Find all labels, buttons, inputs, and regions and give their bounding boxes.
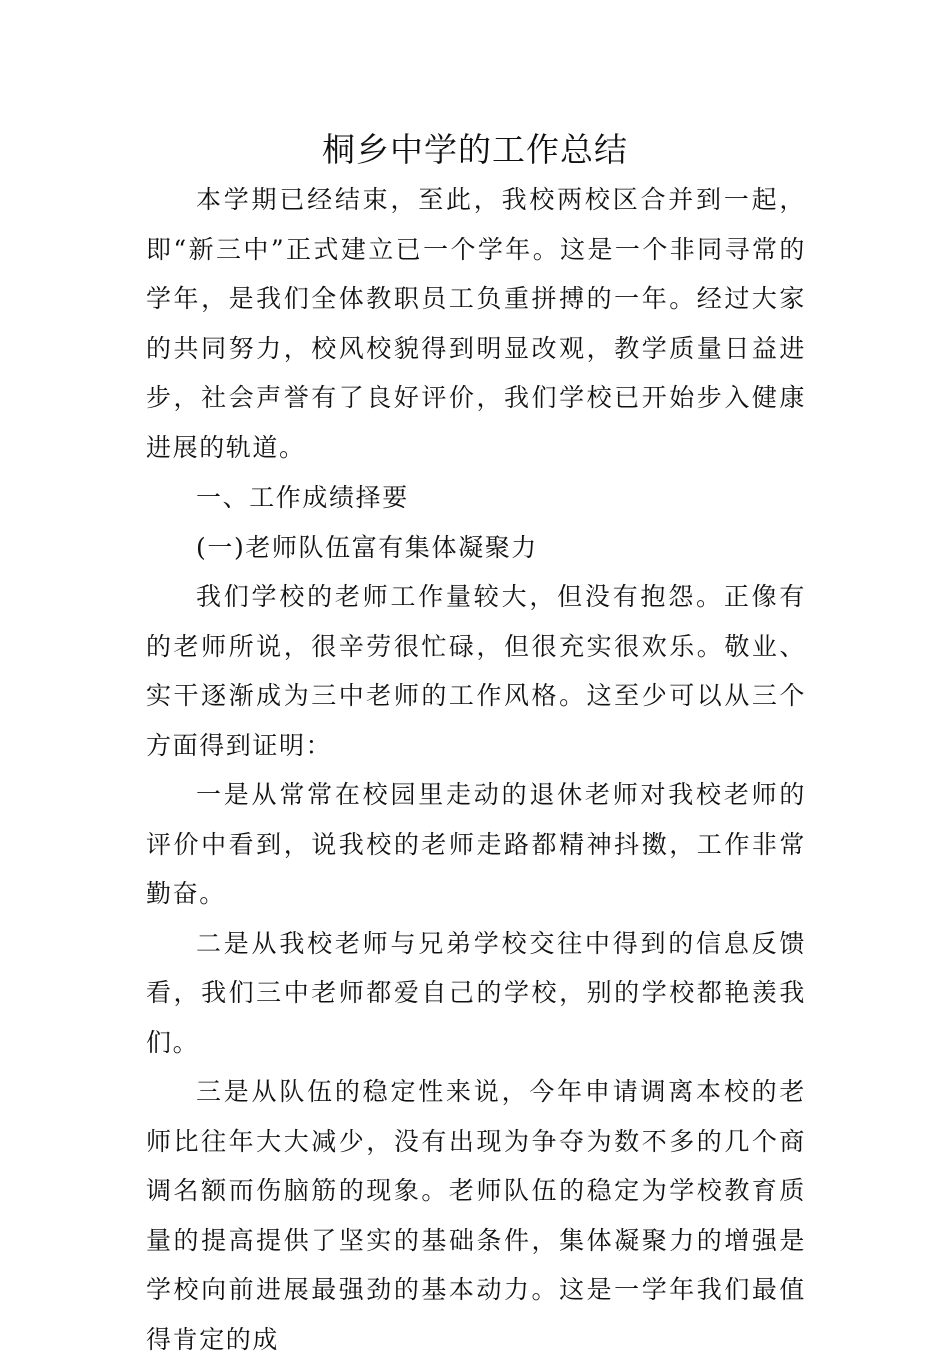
paragraph-intro: 本学期已经结束，至此，我校两校区合并到一起，即“新三中”正式建立已一个学年。这是一个非同寻常的学年，是我们全体教职员工负重拼搏的一年。经过大家的共同努力，校风校貌得到明显改观，教学质量日益进步，社会声誉有了良好评价，我们学校已开始步入健康进展的轨道。: [146, 185, 806, 462]
document-title: 桐乡中学的工作总结: [322, 130, 628, 169]
document-body: [146, 175, 806, 1364]
paragraph-point-three: 三是从队伍的稳定性来说，今年申请调离本校的老师比往年大大减少，没有出现为争夺为数不多的几个商调名额而伤脑筋的现象。老师队伍的稳定为学校教育质量的提高提供了坚实的基础条件，集体凝聚力的增强是学校向前进展最强劲的基本动力。这是一学年我们最值得肯定的成: [146, 1077, 806, 1354]
section-heading: 一、工作成绩择要: [196, 483, 409, 512]
paragraph-teachers: 我们学校的老师工作量较大，但没有抱怨。正像有的老师所说，很辛劳很忙碌，但很充实很欢乐。敬业、实干逐渐成为三中老师的工作风格。这至少可以从三个方面得到证明：: [146, 582, 806, 760]
paragraph-point-two: 二是从我校老师与兄弟学校交往中得到的信息反馈看，我们三中老师都爱自己的学校，别的学校都艳羡我们。: [146, 928, 806, 1057]
subsection-heading: (一)老师队伍富有集体凝聚力: [196, 532, 538, 562]
paragraph-point-one: 一是从常常在校园里走动的退休老师对我校老师的评价中看到，说我校的老师走路都精神抖擞，工作非常勤奋。: [146, 780, 806, 908]
